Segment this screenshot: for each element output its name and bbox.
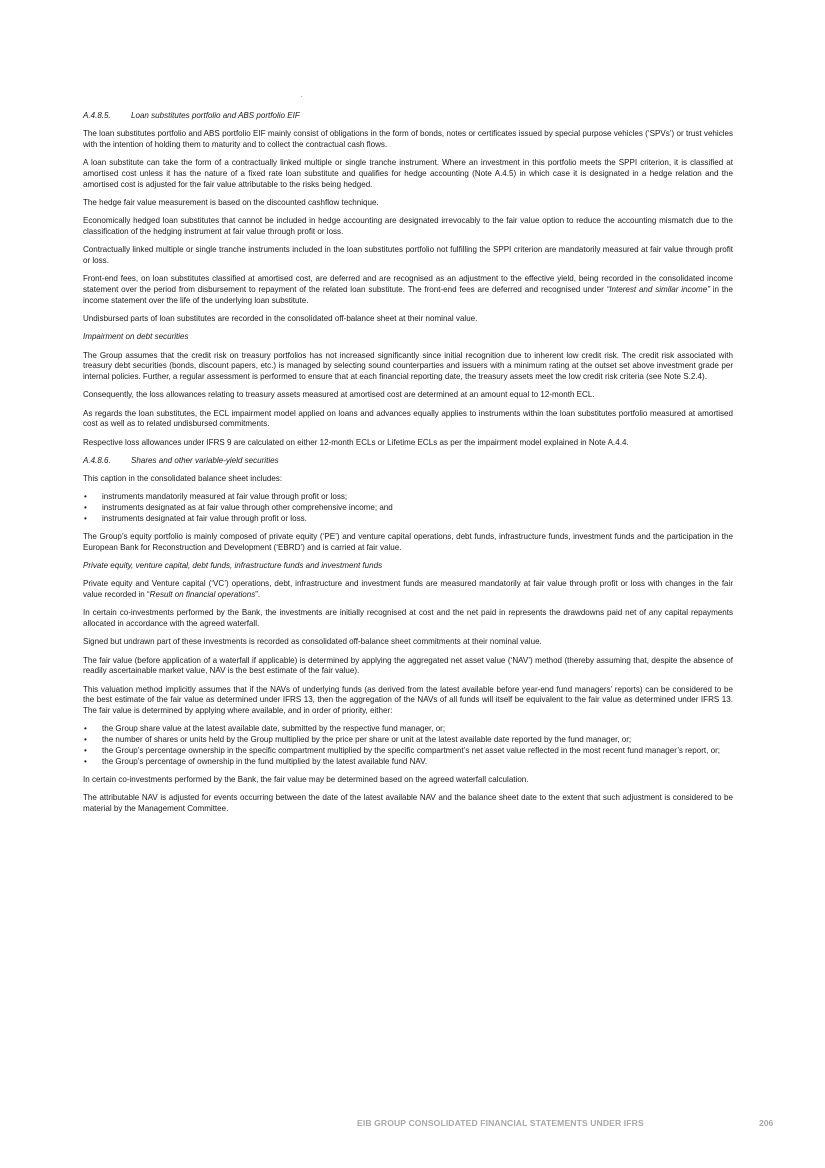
text-run: Front-end fees, on loan substitutes classified at amortised cost, are deferred and are recognised as an adjustment to the effective yield, being recorded in the consolidated income statement over the period from disbursement to repayment of the related loan substitute. The front-end fees are deferred and recognised under — [83, 274, 733, 294]
paragraph: Contractually linked multiple or single tranche instruments included in the loan substitutes portfolio not fulfilling the SPPI criterion are mandatorily measured at fair value through profit or loss. — [83, 245, 733, 265]
paragraph: As regards the loan substitutes, the ECL impairment model applied on loans and advances equally applies to instruments within the loan substitutes portfolio measured at amortised cost as well as to related undisbursed commitments. — [83, 408, 733, 429]
list-item: • instruments mandatorily measured at fair value through profit or loss; — [83, 492, 733, 503]
paragraph: Consequently, the loss allowances relating to treasury assets measured at amortised cost are determined at an amount equal to 12-month ECL. — [83, 390, 595, 400]
section-number: A.4.8.6. — [83, 455, 111, 465]
list-item: • the Group’s percentage ownership in the specific compartment multiplied by the specific compartment’s net asset value reflected in the most recent fund manager’s report, or; — [83, 746, 733, 757]
paragraph: Undisbursed parts of loan substitutes are recorded in the consolidated off-balance sheet at their nominal value. — [83, 314, 478, 323]
paragraph: The loan substitutes portfolio and ABS portfolio EIF mainly consist of obligations in the form of bonds, notes or certificates issued by special purpose vehicles (‘SPVs’) or trust vehicles with the intention of holding them to maturity and to collect the contractual cash flows. — [83, 129, 733, 149]
paragraph: A loan substitute can take the form of a contractually linked multiple or single tranche instrument. Where an investment in this portfolio meets the SPPI criterion, it is classified at amortised cost unless it has the nature of a fixed rate loan substitute and qualifies for hedge accounting (Note A.4.5) in which case it is designated in a hedge relation and the amortised cost is adjusted for the fair value attributable to the risks being hedged. — [83, 158, 733, 189]
page-number: 206 — [759, 1118, 774, 1128]
paragraph: Economically hedged loan substitutes that cannot be included in hedge accounting are designated irrevocably to the fair value option to reduce the accounting mismatch due to the classification of the hedging instrument at fair value through profit or loss. — [83, 216, 733, 236]
paragraph: The attributable NAV is adjusted for events occurring between the date of the latest available NAV and the balance sheet date to the extent that such adjustment is considered to be material by the Management Committee. — [83, 793, 733, 813]
list-item: • instruments designated at fair value through profit or loss. — [83, 514, 733, 525]
paragraph: This valuation method implicitly assumes that if the NAVs of underlying funds (as derived from the latest available before year-end fund managers’ reports) can be considered to be the best estimate of the fair value as determined under IFRS 13, then the aggregation of the NAVs of all funds will itself be equivalent to the fair value as determined under IFRS 13. The fair value is determined by applying where available, and in order of priority, either: — [83, 684, 733, 716]
footer-title: EIB GROUP CONSOLIDATED FINANCIAL STATEMENTS UNDER IFRS — [357, 1118, 644, 1128]
paragraph: Signed but undrawn part of these investments is recorded as consolidated off-balance sheet commitments at their nominal value. — [83, 637, 542, 647]
stray-dot: . — [301, 93, 303, 99]
italic-term: Result on financial operations — [149, 590, 256, 600]
paragraph: The Group’s equity portfolio is mainly composed of private equity (‘PE’) and venture capital operations, debt funds, infrastructure funds, investment funds and the participation in the European Bank for Reconstruction and Development (‘EBRD’) and is carried at fair value. — [83, 532, 733, 552]
paragraph: This caption in the consolidated balance sheet includes: — [83, 474, 283, 484]
paragraph: In certain co-investments performed by the Bank, the investments are initially recognised at cost and the net paid in represents the drawdowns paid net of any capital repayments allocated in accordance with the agreed waterfall. — [83, 608, 733, 629]
section-heading-a486 — [83, 456, 733, 467]
paragraph: The fair value (before application of a waterfall if applicable) is determined by applying the aggregated net asset value (‘NAV’) method (thereby assuming that, despite the absence of readily ascertainable market value, NAV is the best estimate of the fair value). — [83, 655, 733, 676]
subheading-private-equity: Private equity, venture capital, debt funds, infrastructure funds and investment funds — [83, 561, 383, 571]
italic-term: “Interest and similar income” — [606, 285, 710, 294]
list-item: • the number of shares or units held by the Group multiplied by the price per share or unit at the latest available date reported by the fund manager, or; — [83, 735, 733, 746]
valuation-priority-list — [83, 724, 733, 767]
subheading-impairment: Impairment on debt securities — [83, 332, 189, 342]
section-title: Shares and other variable-yield securities — [131, 455, 279, 465]
list-item: • instruments designated as at fair value through other comprehensive income; and — [83, 503, 733, 514]
document-body — [83, 111, 733, 822]
text-run: Private equity and Venture capital (‘VC’) operations, debt, infrastructure and investment funds are measured mandatorily at fair value through profit or loss with changes in the fair value recorded in “ — [83, 579, 733, 600]
list-item: • the Group share value at the latest available date, submitted by the respective fund manager, or; — [83, 724, 733, 735]
section-number: A.4.8.5. — [83, 111, 111, 120]
list-item: • the Group’s percentage of ownership in the fund multiplied by the latest available fund NAV. — [83, 757, 733, 768]
paragraph-pe-measurement — [83, 579, 733, 600]
paragraph: The Group assumes that the credit risk on treasury portfolios has not increased significantly since initial recognition due to inherent low credit risk. The credit risk associated with treasury debt securities (bonds, discount papers, etc.) is managed by selecting sound counterparties and issuers with a minimum rating at the outset set above investment grade per internal policies. Further, a regular assessment is performed to ensure that at each financial reporting date, the treasury assets meet the low credit risk criteria (see Note S.2.4). — [83, 350, 733, 381]
instrument-list — [83, 492, 733, 524]
text-run: ”. — [255, 590, 261, 600]
paragraph: The hedge fair value measurement is based on the discounted cashflow technique. — [83, 198, 379, 207]
paragraph: In certain co-investments performed by the Bank, the fair value may be determined based on the agreed waterfall calculation. — [83, 774, 529, 784]
paragraph-front-end-fees — [83, 274, 733, 306]
paragraph: Respective loss allowances under IFRS 9 are calculated on either 12-month ECLs or Lifetime ECLs as per the impairment model explained in Note A.4.4. — [83, 437, 629, 447]
text-run: in the income statement over the life of the underlying loan substitute. — [83, 285, 733, 305]
section-heading-a485 — [83, 111, 733, 122]
section-title: Loan substitutes portfolio and ABS portfolio EIF — [131, 111, 300, 120]
